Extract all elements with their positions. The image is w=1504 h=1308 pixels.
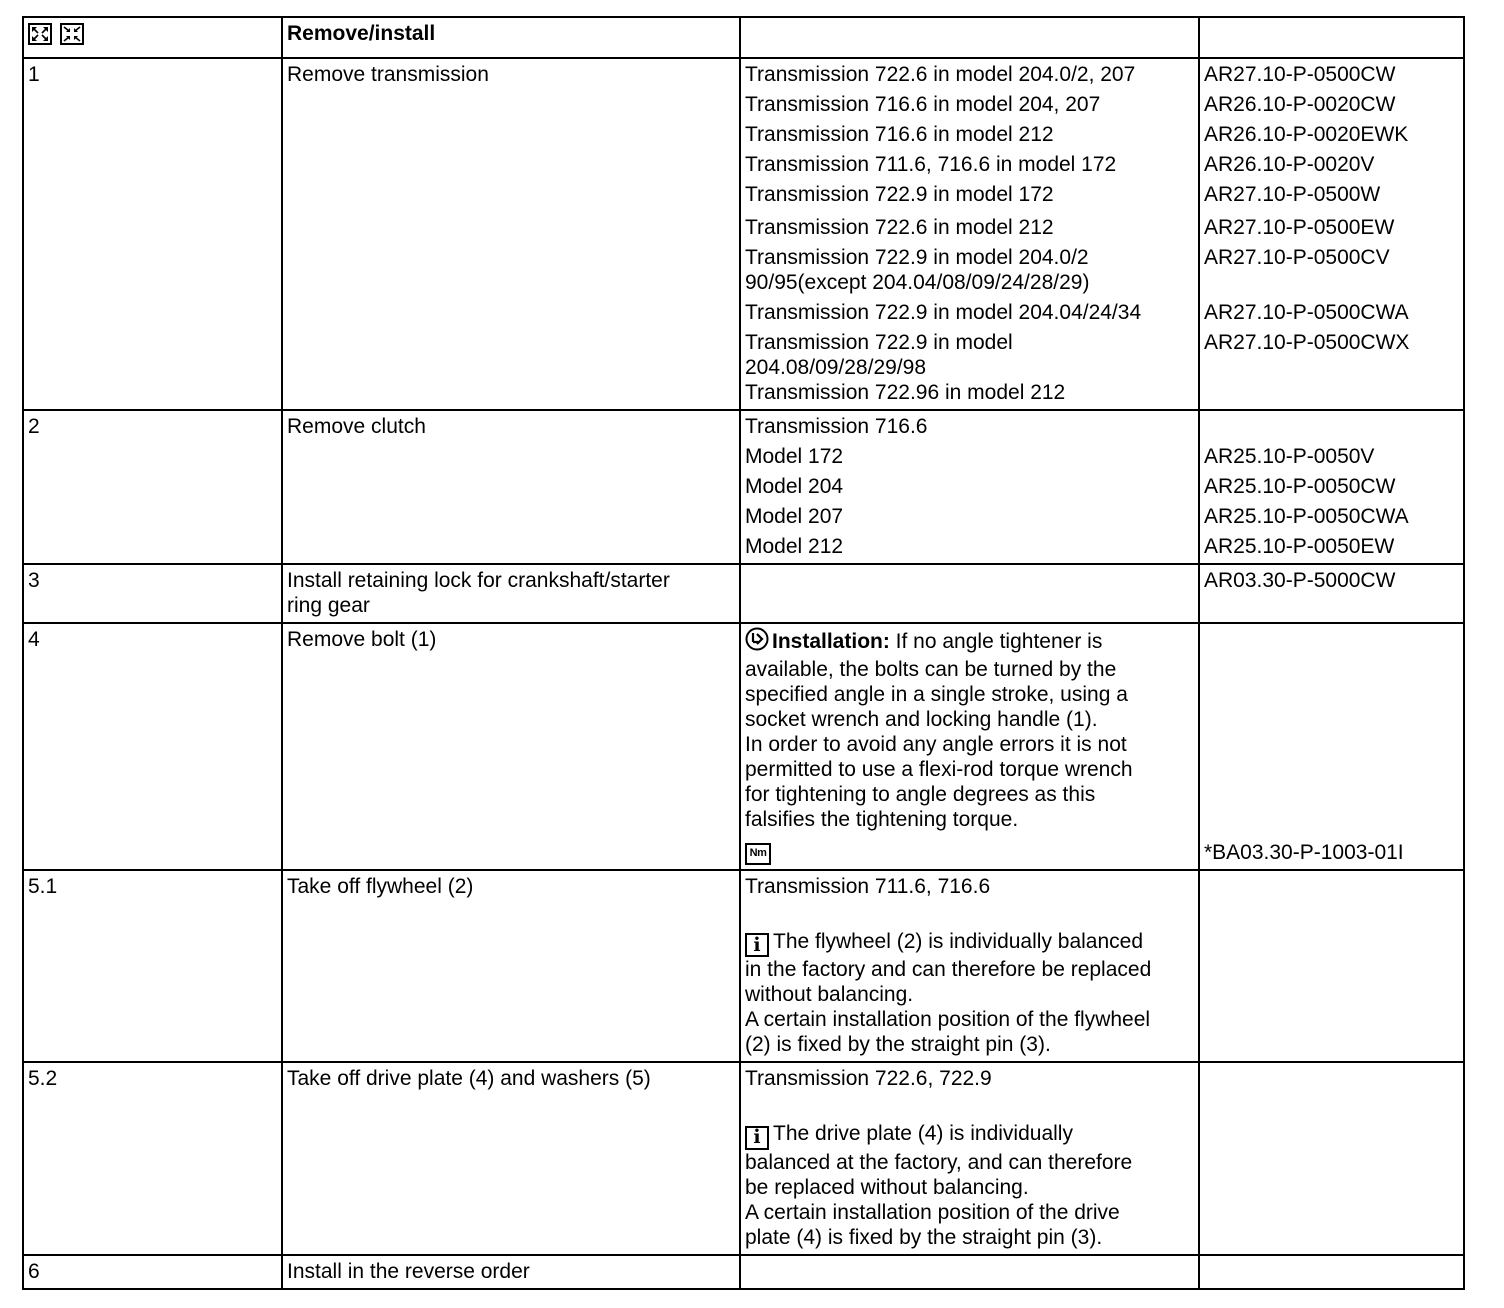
step-refs [1199,623,1464,870]
table-row [23,870,1464,1063]
step-details [740,1062,1199,1255]
step-details [740,410,1199,564]
reference-link[interactable]: AR27.10-P-0500CV [1204,246,1390,269]
step-action [282,564,740,623]
reference-link[interactable]: AR26.10-P-0020V [1204,153,1375,176]
step-refs [1199,1255,1464,1289]
reference-link[interactable]: AR25.10-P-0050CW [1204,475,1396,498]
detail-line: Transmission 722.6, 722.9 [745,1067,992,1090]
info-line: (2) is fixed by the straight pin (3). [745,1033,1051,1056]
action-line: Install retaining lock for crankshaft/starter [287,569,670,592]
step-details [740,1255,1199,1289]
detail-line: Model 207 [745,505,844,528]
procedure-table [22,16,1465,1290]
reference-link[interactable]: AR27.10-P-0500EW [1204,216,1395,239]
step-action: Remove bolt (1) [282,623,740,870]
header-title: Remove/install [282,17,740,58]
detail-line: Transmission 722.9 in model 204.0/2 [745,246,1089,269]
reference-link[interactable]: AR25.10-P-0050V [1204,445,1375,468]
info-line: be replaced without balancing. [745,1175,1029,1199]
info-text: The flywheel (2) is individually balanced [773,929,1144,953]
step-refs [1199,870,1464,1063]
installation-note [745,627,1192,657]
header-row [23,17,1464,58]
table-row [23,1062,1464,1255]
info-line: A certain installation position of the flywheel [745,1008,1151,1031]
detail-line: Transmission 716.6 in model 204, 207 [745,93,1101,116]
step-action: Take off drive plate (4) and washers (5) [282,1062,740,1255]
note-line: specified angle in a single stroke, using a [745,683,1128,706]
reference-link[interactable]: AR27.10-P-0500CW [1204,63,1396,86]
torque-nm-icon[interactable]: Nm [745,843,771,865]
reference-link[interactable]: AR25.10-P-0050CWA [1204,505,1409,528]
step-number: 6 [23,1255,282,1289]
step-action: Remove transmission [282,58,740,410]
info-note [745,929,1192,958]
info-line: plate (4) is fixed by the straight pin (3). [745,1225,1103,1249]
detail-line: Model 172 [745,445,844,468]
detail-line: Transmission 722.9 in model 204.04/24/34 [745,301,1142,324]
info-text: The drive plate (4) is individually [773,1122,1073,1145]
step-details [740,564,1199,623]
table-row [23,58,1464,410]
step-number: 5.2 [23,1062,282,1255]
reference-link[interactable]: *BA03.30-P-1003-01I [1204,840,1404,864]
detail-line: Transmission 716.6 [745,415,928,438]
step-refs [1199,410,1464,564]
detail-line: Transmission 716.6 in model 212 [745,123,1054,146]
collapse-all-icon[interactable] [60,23,84,45]
reference-link[interactable]: AR27.10-P-0500CWX [1204,331,1410,354]
info-icon: i [745,933,769,957]
step-details [740,58,1199,410]
note-line: for tightening to angle degrees as this [745,783,1096,806]
table-row [23,564,1464,623]
table-row [23,1255,1464,1289]
detail-line: Transmission 722.6 in model 212 [745,216,1054,239]
header-empty-cell [1199,17,1464,58]
step-number: 3 [23,564,282,623]
step-number: 2 [23,410,282,564]
note-line: available, the bolts can be turned by the [745,658,1117,681]
step-number: 4 [23,623,282,870]
note-line: socket wrench and locking handle (1). [745,708,1098,731]
reference-link[interactable]: AR03.30-P-5000CW [1204,569,1396,592]
info-line: balanced at the factory, and can therefore [745,1150,1133,1174]
table-row [23,410,1464,564]
reference-link[interactable]: AR25.10-P-0050EW [1204,535,1395,558]
note-line: In order to avoid any angle errors it is not [745,733,1127,756]
step-action: Install in the reverse order [282,1255,740,1289]
info-note [745,1121,1192,1150]
step-number: 1 [23,58,282,410]
note-line: permitted to use a flexi-rod torque wrench [745,758,1133,781]
detail-line: Transmission 722.96 in model 212 [745,381,1066,404]
header-icons-cell [23,17,282,58]
info-line: in the factory and can therefore be replaced [745,958,1152,981]
reference-link[interactable]: AR27.10-P-0500CWA [1204,301,1409,324]
detail-line: Model 212 [745,535,844,558]
step-refs [1199,1062,1464,1255]
step-action: Take off flywheel (2) [282,870,740,1063]
detail-line: Transmission 722.6 in model 204.0/2, 207 [745,63,1136,86]
header-empty-cell [740,17,1199,58]
detail-line: Transmission 711.6, 716.6 [745,874,991,898]
step-details [740,623,1199,870]
step-refs [1199,58,1464,410]
step-action: Remove clutch [282,410,740,564]
note-line: falsifies the tightening torque. [745,808,1019,831]
step-refs [1199,564,1464,623]
detail-line: 90/95(except 204.04/08/09/24/28/29) [745,271,1090,294]
reference-link[interactable]: AR26.10-P-0020EWK [1204,123,1409,146]
reference-link[interactable]: AR26.10-P-0020CW [1204,93,1396,116]
info-line: A certain installation position of the drive [745,1200,1120,1224]
reference-link[interactable]: AR27.10-P-0500W [1204,183,1381,206]
expand-all-icon[interactable] [28,23,52,45]
table-row [23,623,1464,870]
installation-note-icon [745,627,769,657]
detail-line: Transmission 722.9 in model [745,331,1013,354]
info-icon: i [745,1126,769,1150]
step-number: 5.1 [23,870,282,1063]
detail-line: Model 204 [745,475,844,498]
detail-line: Transmission 711.6, 716.6 in model 172 [745,153,1117,176]
detail-line: 204.08/09/28/29/98 [745,356,927,379]
step-details [740,870,1199,1063]
action-line: ring gear [287,594,370,617]
detail-line: Transmission 722.9 in model 172 [745,183,1054,206]
note-text: If no angle tightener is [889,630,1103,653]
note-label: Installation: [772,630,890,653]
info-line: without balancing. [745,983,914,1006]
